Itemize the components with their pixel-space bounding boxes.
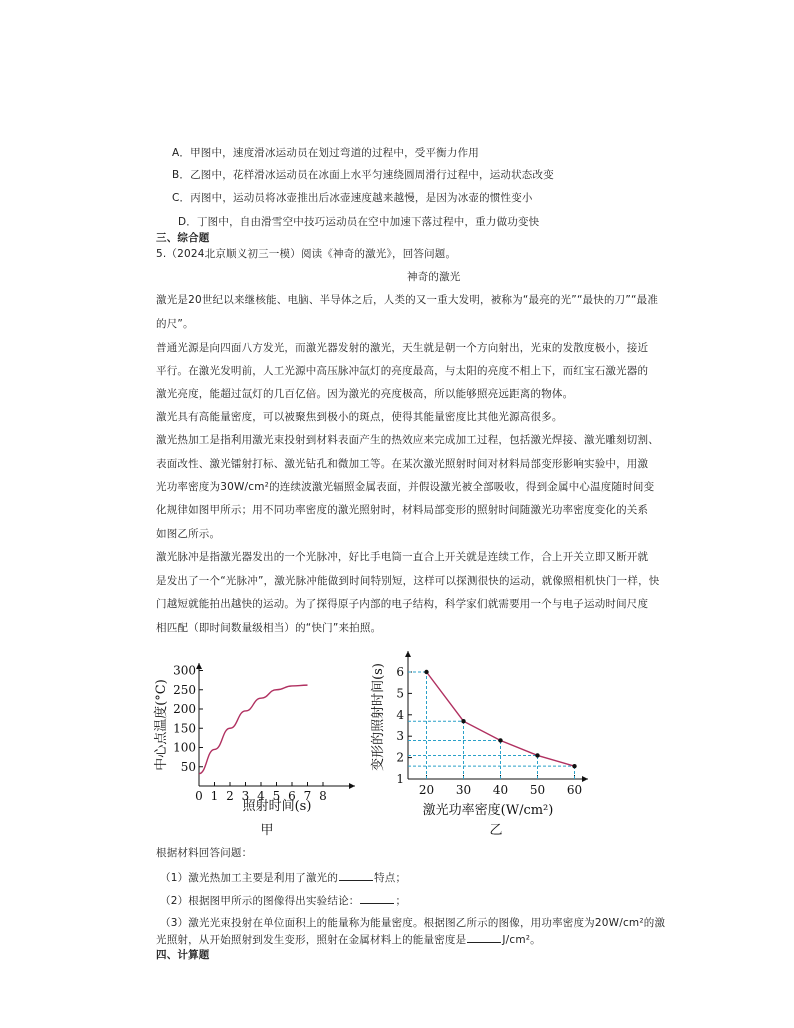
sub-question-2-suffix: ； <box>395 895 407 907</box>
chart-yi-y-axis-arrow <box>405 651 411 657</box>
sub-question-3-line-1: （3）激光光束投射在单位面积上的能量称为能量密度。根据图乙所示的图像，用功率密度为20W/cm²的激 <box>160 917 666 929</box>
chart-yi-x-tick-label: 50 <box>529 783 546 797</box>
chart-jia-y-tick-label: 250 <box>173 682 196 697</box>
chart-yi-x-tick-label: 20 <box>418 783 435 797</box>
chart-jia-x-tick-label: 7 <box>303 789 312 803</box>
chart-jia-x-tick-label: 8 <box>319 789 327 803</box>
paragraph-2-line-2: 平行。在激光发明前，人工光源中高压脉冲氙灯的亮度最高，与太阳的亮度不相上下，而红宝石激光器的 <box>156 365 649 377</box>
chart-yi-x-tick-label: 60 <box>566 783 583 797</box>
paragraph-1-line-2: 的尺”。 <box>156 318 194 330</box>
chart-yi-y-tick-label: 6 <box>396 665 404 679</box>
chart-yi-data-point <box>498 738 502 742</box>
chart-jia-x-tick-label: 6 <box>288 789 296 803</box>
chart-yi-y-tick-label: 2 <box>396 750 404 765</box>
question-intro: 5.（2024北京顺义初三一模）阅读《神奇的激光》，回答问题。 <box>156 248 457 260</box>
article-title: 神奇的激光 <box>407 271 461 283</box>
sub-question-1 <box>160 870 406 886</box>
chart-jia-caption: 甲 <box>260 823 274 838</box>
answer-blank-3[interactable] <box>467 932 501 943</box>
chart-yi-y-label: 变形的照射时间(s) <box>371 663 386 771</box>
sub-question-2-text: （2）根据图甲所示的图像得出实验结论： <box>160 895 360 907</box>
chart-jia-x-tick-label: 1 <box>210 789 219 803</box>
answer-blank-2[interactable] <box>360 893 394 904</box>
chart-yi-x-tick-label: 30 <box>455 783 472 797</box>
chart-jia-x-tick-label: 2 <box>226 789 234 803</box>
sub-question-3-suffix: J/cm²。 <box>502 934 541 946</box>
option-a: A．甲图中，速度滑冰运动员在划过弯道的过程中，受平衡力作用 <box>172 147 479 159</box>
chart-jia-series-line <box>199 685 308 774</box>
paragraph-1-line-1: 激光是20世纪以来继核能、电脑、半导体之后，人类的又一重大发明，被称为“最亮的光”“最快的刀”“最准 <box>156 294 659 306</box>
chart-yi-data-point <box>424 670 428 674</box>
chart-yi-caption: 乙 <box>489 823 503 838</box>
section-heading-4: 四、计算题 <box>156 949 210 961</box>
section-heading-3: 三、综合题 <box>156 232 210 244</box>
paragraph-4-line-4: 化规律如图甲所示；用不同功率密度的激光照射时，材料局部变形的照射时间随激光功率密度变化的关系 <box>156 504 649 516</box>
chart-jia-y-tick-label: 300 <box>173 663 196 678</box>
chart-jia-y-tick-label: 100 <box>173 740 196 755</box>
chart-jia-x-tick-label: 5 <box>272 789 281 803</box>
sub-question-1-suffix: 特点； <box>374 872 407 884</box>
paragraph-5-line-3: 门越短就能拍出越快的运动。为了探得原子内部的电子结构，科学家们就需要用一个与电子运动时间尺度 <box>156 598 649 610</box>
sub-question-3-text: 光照射，从开始照射到发生变形，照射在金属材料上的能量密度是 <box>156 934 467 946</box>
paragraph-4-line-2: 表面改性、激光镭射打标、激光钻孔和微加工等。在某次激光照射时间对材料局部变形影响实验中，用激 <box>156 458 649 470</box>
chart-jia-x-axis-arrow <box>349 783 355 789</box>
chart-jia-x-tick-label: 3 <box>241 789 250 803</box>
paragraph-4-line-1: 激光热加工是指利用激光束投射到材料表面产生的热效应来完成加工过程，包括激光焊接、激光雕刻切割、 <box>156 434 659 446</box>
chart-jia-y-tick-label: 50 <box>180 759 196 774</box>
answer-blank-1[interactable] <box>339 870 373 881</box>
paragraph-2-line-3: 激光亮度，能超过氙灯的几百亿倍。因为激光的亮度极高，所以能够照亮远距离的物体。 <box>156 388 574 400</box>
chart-yi-x-label: 激光功率密度(W/cm²) <box>422 803 554 818</box>
chart-yi-x-axis-arrow <box>582 776 588 782</box>
chart-jia-y-label: 中心点温度(°C) <box>154 679 169 771</box>
sub-question-2 <box>160 893 406 909</box>
paragraph-5-line-1: 激光脉冲是指激光器发出的一个光脉冲，好比手电筒一直合上开关就是连续工作，合上开关立即又断开就 <box>156 551 649 563</box>
paragraph-3-line-1: 激光具有高能量密度，可以被聚焦到极小的斑点，使得其能量密度比其他光源高很多。 <box>156 411 563 423</box>
paragraph-5-line-4: 相匹配（即时间数量级相当）的“快门”来拍照。 <box>156 622 382 634</box>
chart-yi-data-point <box>535 753 539 757</box>
paragraph-2-line-1: 普通光源是向四面八方发光，而激光器发射的激光，天生就是朝一个方向射出，光束的发散度极小，接近 <box>156 342 649 354</box>
questions-prompt: 根据材料回答问题： <box>156 847 253 859</box>
chart-yi <box>368 645 593 840</box>
chart-yi-data-point <box>461 719 465 723</box>
sub-question-1-text: （1）激光热加工主要是利用了激光的 <box>160 872 339 884</box>
chart-yi-y-tick-label: 4 <box>396 707 404 722</box>
option-b: B．乙图中，花样滑冰运动员在冰面上水平匀速绕圆周滑行过程中，运动状态改变 <box>172 169 554 181</box>
paragraph-4-line-5: 如图乙所示。 <box>156 528 221 540</box>
paragraph-5-line-2: 是发出了一个“光脉冲”，激光脉冲能做到时间特别短，这样可以探测很快的运动，就像照相机快门一样，快 <box>156 575 660 587</box>
chart-jia-y-tick-label: 150 <box>173 721 196 736</box>
option-c: C．丙图中，运动员将冰壶推出后冰壶速度越来越慢，是因为冰壶的惯性变小 <box>172 192 533 204</box>
chart-jia-x-tick-label: 4 <box>257 789 265 803</box>
chart-jia-x-label: 照射时间(s) <box>242 799 312 814</box>
chart-yi-x-tick-label: 40 <box>492 783 509 797</box>
chart-yi-y-tick-label: 1 <box>396 772 404 786</box>
paragraph-4-line-3: 光功率密度为30W/cm²的连续波激光辐照金属表面，并假设激光被全部吸收，得到金属中心温度随时间变 <box>156 481 655 493</box>
chart-jia-y-axis-arrow <box>196 663 202 669</box>
chart-yi-data-point <box>572 764 576 768</box>
sub-question-3-line-2 <box>156 932 541 948</box>
chart-jia-y-tick-label: 200 <box>173 702 196 716</box>
chart-jia-x-tick-label: 0 <box>195 789 203 803</box>
chart-jia <box>150 655 365 840</box>
chart-yi-y-tick-label: 5 <box>396 686 404 701</box>
option-d: D．丁图中，自由滑雪空中技巧运动员在空中加速下落过程中，重力做功变快 <box>178 216 540 228</box>
chart-yi-y-tick-label: 3 <box>396 729 404 744</box>
